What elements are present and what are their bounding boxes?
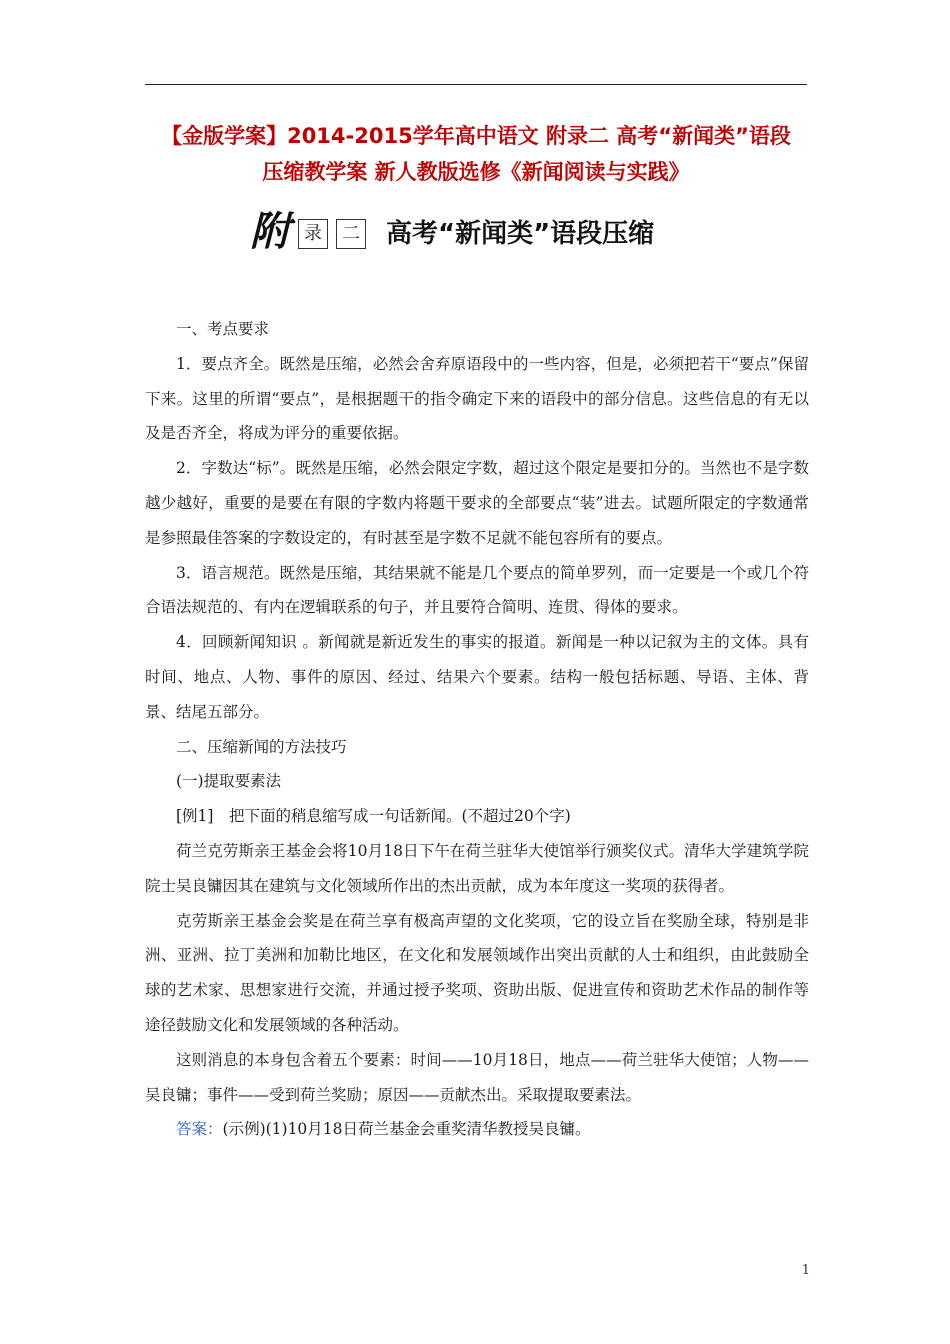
- subsection-heading-1: (一)提取要素法: [176, 772, 282, 791]
- title-line-1: 【金版学案】2014-2015学年高中语文 附录二 高考“新闻类”语段: [161, 124, 791, 148]
- banner-boxed-char-lu: 录: [298, 219, 328, 249]
- banner-headline: 高考“新闻类”语段压缩: [386, 219, 655, 249]
- answer-paragraph: [145, 1112, 809, 1147]
- example-prompt-1: [例1] 把下面的稍息缩写成一句话新闻。(不超过20个字): [176, 807, 571, 826]
- body-content: [145, 312, 809, 1147]
- paragraph-point-2: 2．字数达“标”。既然是压缩，必然会限定字数，超过这个限定是要扣分的。当然也不是字数越少越好，重要的是要在有限的字数内将题干要求的全部要点“装”进去。试题所限定的字数通常是参照最佳答案的字数设定的，有时甚至是字数不足就不能包容所有的要点。: [145, 459, 809, 547]
- paragraph-point-3: 3．语言规范。既然是压缩，其结果就不能是几个要点的简单罗列，而一定要是一个或几个符合语法规范的、有内在逻辑联系的句子，并且要符合简明、连贯、得体的要求。: [145, 563, 809, 617]
- paragraph-point-1: 1．要点齐全。既然是压缩，必然会舍弃原语段中的一些内容，但是，必须把若干“要点”保留下来。这里的所谓“要点”，是根据题干的指令确定下来的语段中的部分信息。这些信息的有无以及是否齐全，将成为评分的重要依据。: [145, 354, 809, 443]
- section-heading-1: 一、考点要求: [176, 320, 270, 338]
- banner-boxed-char-er: 二: [336, 219, 366, 249]
- title-line-2: 压缩教学案 新人教版选修《新闻阅读与实践》: [262, 160, 690, 184]
- banner-char-fu: 附: [250, 209, 290, 255]
- analysis-paragraph: 这则消息的本身包含着五个要素：时间——10月18日，地点——荷兰驻华大使馆；人物——吴良镛；事件——受到荷兰奖励；原因——贡献杰出。采取提取要素法。: [145, 1050, 809, 1104]
- section-heading-2: 二、压缩新闻的方法技巧: [176, 737, 347, 756]
- chapter-banner: [250, 206, 710, 260]
- header-rule: [145, 84, 807, 85]
- paragraph-point-4: 4．回顾新闻知识 。新闻就是新近发生的事实的报道。新闻是一种以记叙为主的文体。具有时间、地点、人物、事件的原因、经过、结果六个要素。结构一般包括标题、导语、主体、背景、结尾五部分。: [145, 633, 809, 721]
- page-number: 1: [801, 1263, 810, 1278]
- answer-text: (示例)(1)10月18日荷兰基金会重奖清华教授吴良镛。: [222, 1120, 591, 1139]
- news-paragraph-1: 荷兰克劳斯亲王基金会将10月18日下午在荷兰驻华大使馆举行颁奖仪式。清华大学建筑学院院士吴良镛因其在建筑与文化领域所作出的杰出贡献，成为本年度这一奖项的获得者。: [145, 841, 809, 895]
- news-paragraph-2: 克劳斯亲王基金会奖是在荷兰享有极高声望的文化奖项，它的设立旨在奖励全球，特别是非洲、亚洲、拉丁美洲和加勒比地区，在文化和发展领域作出突出贡献的人士和组织，由此鼓励全球的艺术家、思想家进行交流，并通过授予奖项、资助出版、促进宣传和资助艺术作品的制作等途径鼓励文化和发展领域的各种活动。: [145, 911, 809, 1034]
- document-title: [145, 118, 807, 190]
- answer-label: 答案：: [176, 1120, 223, 1139]
